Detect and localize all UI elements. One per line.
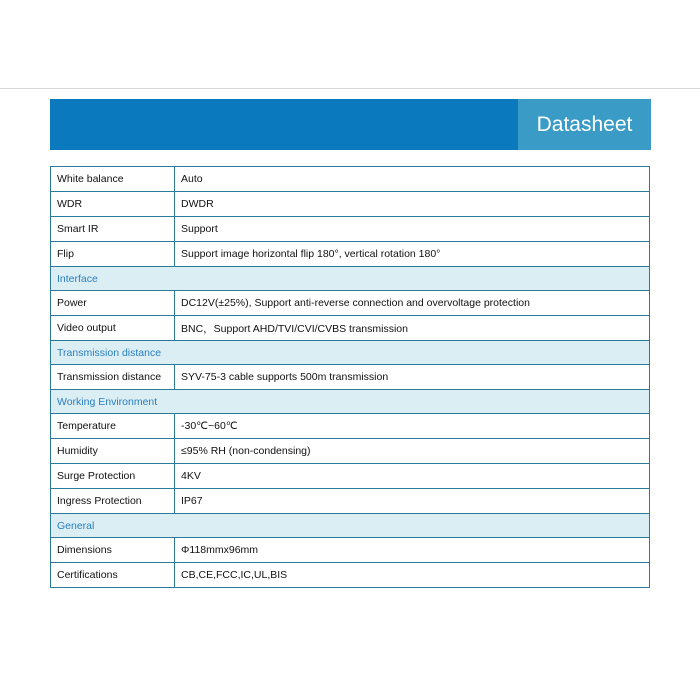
spec-value: IP67 <box>175 489 650 514</box>
spec-value: Support <box>175 217 650 242</box>
section-header-row <box>51 341 650 365</box>
spec-key: Flip <box>51 242 175 267</box>
spec-value: ≤95% RH (non-condensing) <box>175 439 650 464</box>
datasheet-banner <box>50 99 651 150</box>
spec-row <box>51 489 650 514</box>
spec-row <box>51 167 650 192</box>
spec-key: Smart IR <box>51 217 175 242</box>
spec-key: Power <box>51 291 175 316</box>
spec-value: DC12V(±25%), Support anti-reverse connection and overvoltage protection <box>175 291 650 316</box>
spec-key: Ingress Protection <box>51 489 175 514</box>
spec-row <box>51 414 650 439</box>
spec-row <box>51 439 650 464</box>
spec-key: Video output <box>51 316 175 341</box>
spec-key: WDR <box>51 192 175 217</box>
spec-value: -30℃~60℃ <box>175 414 650 439</box>
section-header-row <box>51 267 650 291</box>
section-title: Interface <box>51 267 650 291</box>
top-divider <box>0 88 700 89</box>
spec-table <box>50 166 650 588</box>
spec-value: DWDR <box>175 192 650 217</box>
spec-row <box>51 538 650 563</box>
spec-value: BNC，Support AHD/TVI/CVI/CVBS transmission <box>175 316 650 341</box>
spec-key: Dimensions <box>51 538 175 563</box>
spec-row <box>51 316 650 341</box>
spec-value: Auto <box>175 167 650 192</box>
spec-row <box>51 365 650 390</box>
spec-value: CB,CE,FCC,IC,UL,BIS <box>175 563 650 588</box>
banner-title-box <box>518 99 651 150</box>
banner-title: Datasheet <box>536 112 633 136</box>
spec-row <box>51 217 650 242</box>
section-header-row <box>51 514 650 538</box>
spec-key: Certifications <box>51 563 175 588</box>
spec-key: Transmission distance <box>51 365 175 390</box>
spec-row <box>51 464 650 489</box>
spec-row <box>51 291 650 316</box>
spec-value: Support image horizontal flip 180°, vertical rotation 180° <box>175 242 650 267</box>
section-title: Transmission distance <box>51 341 650 365</box>
spec-value: SYV-75-3 cable supports 500m transmission <box>175 365 650 390</box>
spec-value: 4KV <box>175 464 650 489</box>
spec-key: Temperature <box>51 414 175 439</box>
spec-row <box>51 242 650 267</box>
section-title: General <box>51 514 650 538</box>
section-header-row <box>51 390 650 414</box>
spec-key: Surge Protection <box>51 464 175 489</box>
spec-key: Humidity <box>51 439 175 464</box>
spec-value: Φ118mmx96mm <box>175 538 650 563</box>
spec-table-body <box>51 167 650 588</box>
section-title: Working Environment <box>51 390 650 414</box>
spec-row <box>51 563 650 588</box>
spec-row <box>51 192 650 217</box>
spec-key: White balance <box>51 167 175 192</box>
